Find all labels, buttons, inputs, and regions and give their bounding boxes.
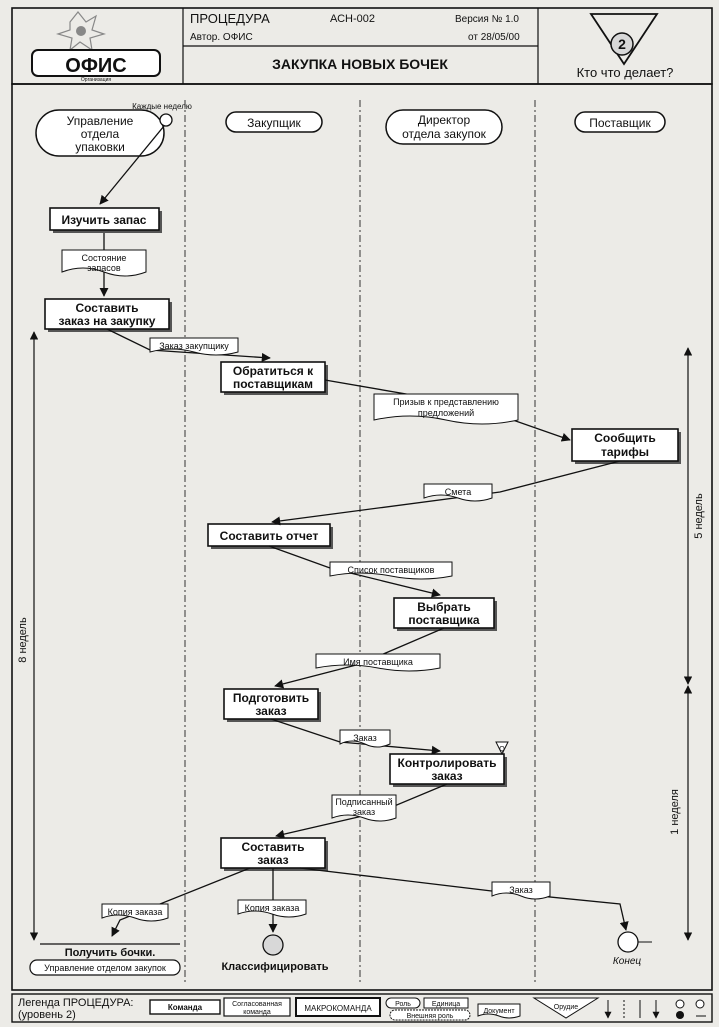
duration-eight-weeks bbox=[17, 332, 34, 940]
legend-tool bbox=[534, 998, 598, 1018]
doc-call-for-offers bbox=[374, 394, 518, 424]
svg-text:Заказ: Заказ bbox=[509, 885, 533, 895]
end-node bbox=[613, 932, 652, 967]
svg-text:Составить отчет: Составить отчет bbox=[219, 529, 319, 543]
legend-flow-symbols bbox=[608, 1000, 706, 1019]
legend-coordinated-team bbox=[224, 998, 290, 1016]
svg-text:1 неделя: 1 неделя bbox=[669, 789, 681, 835]
svg-text:Роль: Роль bbox=[395, 1001, 411, 1008]
svg-text:Согласованная: Согласованная bbox=[232, 1001, 282, 1008]
svg-text:заказ: заказ bbox=[255, 704, 287, 718]
doc-order bbox=[340, 730, 390, 747]
svg-text:Поставщик: Поставщик bbox=[589, 116, 651, 130]
company-logo bbox=[32, 12, 160, 83]
arrow-compose-to-end bbox=[300, 868, 626, 930]
trigger-label: Каждые неделю bbox=[132, 102, 192, 111]
svg-text:заказ: заказ bbox=[352, 807, 376, 817]
svg-text:Закупщик: Закупщик bbox=[247, 116, 301, 130]
svg-text:Копия заказа: Копия заказа bbox=[107, 907, 163, 917]
legend-external-role bbox=[390, 1010, 470, 1020]
doc-type: ПРОЦЕДУРА bbox=[190, 11, 270, 26]
task-contact-suppliers[interactable] bbox=[221, 362, 328, 395]
svg-text:отдела: отдела bbox=[80, 127, 120, 141]
doc-order-copy-1 bbox=[102, 904, 168, 921]
svg-text:Подписанный: Подписанный bbox=[335, 797, 393, 807]
legend-unit bbox=[424, 998, 468, 1008]
svg-text:Орудие: Орудие bbox=[553, 1004, 579, 1011]
who-does-what-emblem bbox=[591, 14, 657, 64]
svg-text:заказ: заказ bbox=[257, 853, 289, 867]
who-does-what-label: Кто что делает? bbox=[576, 65, 674, 80]
svg-text:Сообщить: Сообщить bbox=[594, 431, 656, 445]
svg-text:заказ: заказ bbox=[431, 769, 463, 783]
doc-order-to-buyer bbox=[150, 338, 238, 355]
svg-text:упаковки: упаковки bbox=[75, 140, 125, 154]
svg-text:заказ на закупку: заказ на закупку bbox=[58, 314, 156, 328]
quality-control-icon bbox=[496, 742, 508, 754]
emblem-digit: 2 bbox=[618, 36, 626, 52]
svg-text:Заказ закупщику: Заказ закупщику bbox=[159, 341, 229, 351]
svg-text:Заказ: Заказ bbox=[353, 733, 377, 743]
svg-text:Список поставщиков: Список поставщиков bbox=[347, 565, 435, 575]
svg-text:Q: Q bbox=[499, 746, 505, 753]
svg-text:Имя поставщика: Имя поставщика bbox=[343, 657, 413, 667]
doc-code: АСН-002 bbox=[330, 13, 375, 25]
svg-text:Контролировать: Контролировать bbox=[397, 756, 497, 770]
header bbox=[12, 8, 712, 84]
doc-supplier-name bbox=[316, 654, 440, 671]
duration-one-week bbox=[669, 686, 688, 940]
role-buyer bbox=[226, 112, 322, 132]
doc-signed-order bbox=[332, 795, 396, 821]
svg-text:Изучить запас: Изучить запас bbox=[61, 213, 147, 227]
outcome-classify bbox=[221, 935, 328, 973]
svg-text:поставщика: поставщика bbox=[408, 613, 480, 627]
task-prepare-order[interactable] bbox=[224, 689, 321, 722]
task-choose-supplier[interactable] bbox=[394, 598, 497, 631]
role-purchasing-management bbox=[30, 960, 180, 975]
svg-text:Команда: Команда bbox=[167, 1003, 203, 1012]
role-supplier bbox=[575, 112, 665, 132]
svg-text:Подготовить: Подготовить bbox=[232, 691, 310, 705]
logo-subtitle: Организация bbox=[80, 77, 112, 83]
doc-order-copy-2 bbox=[238, 900, 306, 917]
logo-text: ОФИС bbox=[65, 55, 127, 77]
svg-text:Обратиться к: Обратиться к bbox=[232, 364, 314, 378]
svg-text:Внешняя роль: Внешняя роль bbox=[406, 1013, 454, 1020]
svg-text:предложений: предложений bbox=[417, 408, 475, 418]
svg-text:5 недель: 5 недель bbox=[693, 493, 705, 539]
page-title: ЗАКУПКА НОВЫХ БОЧЕК bbox=[272, 56, 448, 72]
svg-text:Смета: Смета bbox=[444, 487, 472, 497]
svg-text:Единица: Единица bbox=[431, 1001, 461, 1008]
svg-text:Получить бочки.: Получить бочки. bbox=[64, 947, 156, 959]
task-make-purchase-order[interactable] bbox=[45, 299, 172, 332]
doc-order-to-supplier bbox=[492, 882, 550, 899]
svg-text:запасов: запасов bbox=[87, 263, 121, 273]
svg-text:Выбрать: Выбрать bbox=[417, 600, 471, 614]
svg-text:Призыв к представлению: Призыв к представлению bbox=[393, 397, 499, 407]
task-report-prices[interactable] bbox=[572, 429, 681, 464]
legend bbox=[12, 994, 712, 1022]
svg-text:поставщикам: поставщикам bbox=[232, 377, 314, 391]
task-make-report[interactable] bbox=[208, 524, 333, 549]
duration-five-weeks bbox=[688, 348, 705, 684]
svg-text:Конец: Конец bbox=[612, 956, 642, 967]
legend-team bbox=[150, 1000, 220, 1014]
svg-text:(уровень 2): (уровень 2) bbox=[18, 1009, 76, 1021]
svg-text:тарифы: тарифы bbox=[600, 445, 650, 459]
doc-date: от 28/05/00 bbox=[468, 32, 520, 43]
svg-text:МАКРОКОМАНДА: МАКРОКОМАНДА bbox=[304, 1004, 372, 1013]
task-study-stock[interactable] bbox=[50, 208, 162, 233]
svg-text:Составить: Составить bbox=[75, 301, 139, 315]
svg-text:Директор: Директор bbox=[417, 113, 471, 127]
task-control-order[interactable] bbox=[390, 742, 508, 787]
doc-author: Автор. ОФИС bbox=[190, 32, 253, 43]
svg-text:Состояние: Состояние bbox=[81, 253, 127, 263]
svg-text:Классифицировать: Классифицировать bbox=[221, 961, 329, 973]
svg-text:8 недель: 8 недель bbox=[17, 617, 29, 663]
doc-estimate bbox=[424, 484, 492, 501]
svg-text:команда: команда bbox=[243, 1009, 271, 1016]
task-compose-order[interactable] bbox=[221, 838, 328, 871]
outcome-receive-barrels bbox=[40, 944, 180, 959]
legend-document bbox=[478, 1004, 520, 1018]
svg-text:Составить: Составить bbox=[241, 840, 305, 854]
role-purchasing-director bbox=[386, 110, 502, 144]
arrow-compose-to-receive bbox=[112, 868, 250, 936]
doc-version: Версия № 1.0 bbox=[455, 14, 519, 25]
svg-text:Копия заказа: Копия заказа bbox=[244, 903, 300, 913]
svg-text:Управление отделом закупок: Управление отделом закупок bbox=[44, 963, 166, 973]
svg-text:отдела закупок: отдела закупок bbox=[402, 127, 486, 141]
doc-stock-state bbox=[62, 250, 146, 276]
svg-text:Легенда ПРОЦЕДУРА:: Легенда ПРОЦЕДУРА: bbox=[18, 997, 134, 1009]
legend-role bbox=[386, 998, 420, 1008]
svg-text:Документ: Документ bbox=[483, 1008, 515, 1015]
svg-text:Управление: Управление bbox=[66, 114, 134, 128]
doc-supplier-list bbox=[330, 562, 452, 579]
legend-macro-team bbox=[296, 998, 380, 1016]
